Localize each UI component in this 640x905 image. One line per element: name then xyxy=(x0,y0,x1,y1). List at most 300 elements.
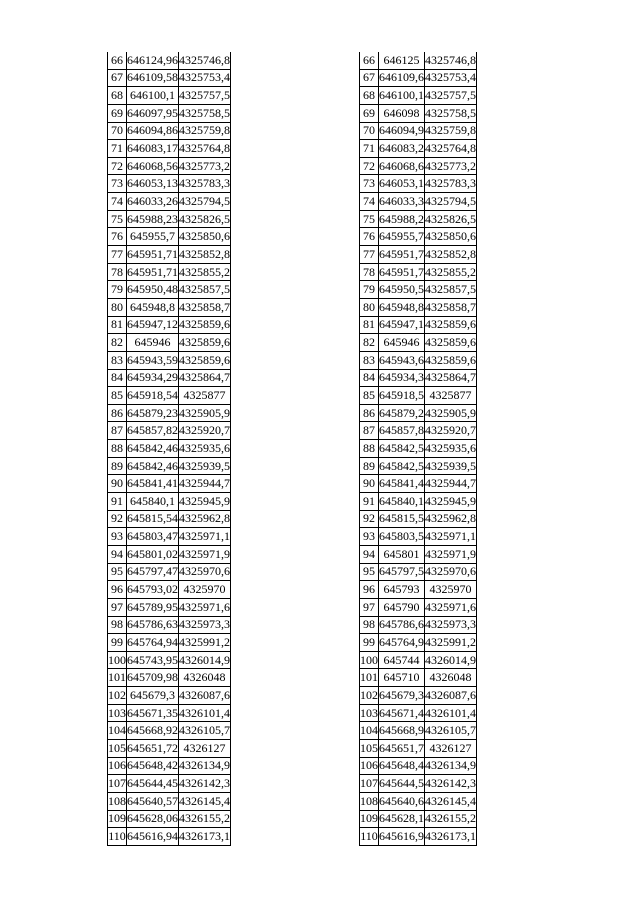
point-number-cell: 90 xyxy=(108,475,127,493)
point-number-cell: 78 xyxy=(108,263,127,281)
x-coordinate-cell: 645648,42 xyxy=(127,757,179,775)
point-number-cell: 97 xyxy=(360,598,379,616)
y-coordinate-cell: 4325944,7 xyxy=(425,475,477,493)
x-coordinate-cell: 646033,3 xyxy=(379,193,425,211)
y-coordinate-cell: 4325905,9 xyxy=(179,404,231,422)
table-row xyxy=(360,351,477,369)
y-coordinate-cell: 4326048 xyxy=(179,669,231,687)
point-number-cell: 80 xyxy=(360,298,379,316)
table-row xyxy=(360,475,477,493)
x-coordinate-cell: 645842,5 xyxy=(379,440,425,458)
point-number-cell: 85 xyxy=(360,387,379,405)
table-row xyxy=(108,122,231,140)
table-row xyxy=(108,263,231,281)
point-number-cell: 71 xyxy=(360,140,379,158)
table-row xyxy=(108,510,231,528)
point-number-cell: 81 xyxy=(360,316,379,334)
table-row xyxy=(360,634,477,652)
point-number-cell: 85 xyxy=(108,387,127,405)
y-coordinate-cell: 4325759,8 xyxy=(179,122,231,140)
table-row xyxy=(108,651,231,669)
table-row xyxy=(108,739,231,757)
point-number-cell: 104 xyxy=(360,722,379,740)
y-coordinate-cell: 4325857,5 xyxy=(179,281,231,299)
x-coordinate-cell: 645947,1 xyxy=(379,316,425,334)
x-coordinate-cell: 645943,59 xyxy=(127,351,179,369)
x-coordinate-cell: 646094,9 xyxy=(379,122,425,140)
table-row xyxy=(360,69,477,87)
point-number-cell: 72 xyxy=(360,157,379,175)
point-number-cell: 105 xyxy=(108,739,127,757)
point-number-cell: 102 xyxy=(108,687,127,705)
x-coordinate-cell: 646097,95 xyxy=(127,104,179,122)
y-coordinate-cell: 4325764,8 xyxy=(179,140,231,158)
table-row xyxy=(360,687,477,705)
table-row xyxy=(360,598,477,616)
x-coordinate-cell: 645764,9 xyxy=(379,634,425,652)
y-coordinate-cell: 4326173,1 xyxy=(179,828,231,846)
table-row xyxy=(108,298,231,316)
table-row xyxy=(108,581,231,599)
point-number-cell: 69 xyxy=(360,104,379,122)
y-coordinate-cell: 4325826,5 xyxy=(425,210,477,228)
point-number-cell: 100 xyxy=(360,651,379,669)
table-row xyxy=(360,792,477,810)
x-coordinate-cell: 645918,54 xyxy=(127,387,179,405)
table-row xyxy=(108,228,231,246)
x-coordinate-cell: 645803,47 xyxy=(127,528,179,546)
table-row xyxy=(360,722,477,740)
x-coordinate-cell: 645640,57 xyxy=(127,792,179,810)
x-coordinate-cell: 645793 xyxy=(379,581,425,599)
point-number-cell: 104 xyxy=(108,722,127,740)
table-row xyxy=(108,775,231,793)
x-coordinate-cell: 645934,29 xyxy=(127,369,179,387)
y-coordinate-cell: 4325971,1 xyxy=(179,528,231,546)
x-coordinate-cell: 645879,23 xyxy=(127,404,179,422)
y-coordinate-cell: 4325858,7 xyxy=(179,298,231,316)
point-number-cell: 95 xyxy=(108,563,127,581)
y-coordinate-cell: 4325971,6 xyxy=(425,598,477,616)
y-coordinate-cell: 4325973,3 xyxy=(425,616,477,634)
table-row xyxy=(360,140,477,158)
point-number-cell: 92 xyxy=(360,510,379,528)
y-coordinate-cell: 4325855,2 xyxy=(425,263,477,281)
y-coordinate-cell: 4325935,6 xyxy=(425,440,477,458)
x-coordinate-cell: 645815,5 xyxy=(379,510,425,528)
point-number-cell: 102 xyxy=(360,687,379,705)
table-row xyxy=(360,404,477,422)
point-number-cell: 77 xyxy=(360,246,379,264)
table-row xyxy=(360,87,477,105)
table-row xyxy=(108,87,231,105)
x-coordinate-cell: 645988,2 xyxy=(379,210,425,228)
table-row xyxy=(360,157,477,175)
x-coordinate-cell: 645644,5 xyxy=(379,775,425,793)
point-number-cell: 98 xyxy=(108,616,127,634)
x-coordinate-cell: 646100,1 xyxy=(127,87,179,105)
x-coordinate-cell: 645801,02 xyxy=(127,545,179,563)
x-coordinate-cell: 645651,72 xyxy=(127,739,179,757)
point-number-cell: 103 xyxy=(360,704,379,722)
point-number-cell: 92 xyxy=(108,510,127,528)
x-coordinate-cell: 645841,4 xyxy=(379,475,425,493)
x-coordinate-cell: 645948,8 xyxy=(379,298,425,316)
y-coordinate-cell: 4325920,7 xyxy=(179,422,231,440)
x-coordinate-cell: 645946 xyxy=(127,334,179,352)
point-number-cell: 76 xyxy=(108,228,127,246)
y-coordinate-cell: 4326134,9 xyxy=(425,757,477,775)
point-number-cell: 89 xyxy=(360,457,379,475)
x-coordinate-cell: 645988,23 xyxy=(127,210,179,228)
table-row xyxy=(360,281,477,299)
table-row xyxy=(360,528,477,546)
table-row xyxy=(360,193,477,211)
x-coordinate-cell: 645640,6 xyxy=(379,792,425,810)
table-row xyxy=(360,122,477,140)
x-coordinate-cell: 646053,13 xyxy=(127,175,179,193)
x-coordinate-cell: 645842,5 xyxy=(379,457,425,475)
point-number-cell: 77 xyxy=(108,246,127,264)
y-coordinate-cell: 4325970 xyxy=(425,581,477,599)
point-number-cell: 68 xyxy=(108,87,127,105)
x-coordinate-cell: 645710 xyxy=(379,669,425,687)
point-number-cell: 88 xyxy=(360,440,379,458)
table-row xyxy=(108,334,231,352)
x-coordinate-cell: 646094,86 xyxy=(127,122,179,140)
table-row xyxy=(108,69,231,87)
x-coordinate-cell: 645797,5 xyxy=(379,563,425,581)
table-row xyxy=(108,140,231,158)
point-number-cell: 107 xyxy=(360,775,379,793)
y-coordinate-cell: 4325794,5 xyxy=(179,193,231,211)
point-number-cell: 100 xyxy=(108,651,127,669)
x-coordinate-cell: 645842,46 xyxy=(127,440,179,458)
x-coordinate-cell: 646068,6 xyxy=(379,157,425,175)
x-coordinate-cell: 645918,5 xyxy=(379,387,425,405)
table-row xyxy=(108,828,231,846)
point-number-cell: 67 xyxy=(360,69,379,87)
table-row xyxy=(360,298,477,316)
table-row xyxy=(108,404,231,422)
x-coordinate-cell: 645857,8 xyxy=(379,422,425,440)
point-number-cell: 66 xyxy=(108,52,127,69)
y-coordinate-cell: 4325991,2 xyxy=(179,634,231,652)
left-table-body xyxy=(108,52,231,845)
table-row xyxy=(360,228,477,246)
y-coordinate-cell: 4326142,3 xyxy=(179,775,231,793)
point-number-cell: 93 xyxy=(108,528,127,546)
point-number-cell: 81 xyxy=(108,316,127,334)
point-number-cell: 87 xyxy=(360,422,379,440)
x-coordinate-cell: 646068,56 xyxy=(127,157,179,175)
y-coordinate-cell: 4325753,4 xyxy=(179,69,231,87)
point-number-cell: 95 xyxy=(360,563,379,581)
point-number-cell: 94 xyxy=(108,545,127,563)
table-row xyxy=(108,687,231,705)
table-row xyxy=(360,334,477,352)
y-coordinate-cell: 4325758,5 xyxy=(179,104,231,122)
table-row xyxy=(360,104,477,122)
x-coordinate-cell: 645671,4 xyxy=(379,704,425,722)
x-coordinate-cell: 645648,4 xyxy=(379,757,425,775)
point-number-cell: 68 xyxy=(360,87,379,105)
point-number-cell: 80 xyxy=(108,298,127,316)
point-number-cell: 97 xyxy=(108,598,127,616)
x-coordinate-cell: 645801 xyxy=(379,545,425,563)
y-coordinate-cell: 4325746,8 xyxy=(425,52,477,69)
y-coordinate-cell: 4325864,7 xyxy=(179,369,231,387)
table-row xyxy=(360,316,477,334)
table-row xyxy=(360,545,477,563)
point-number-cell: 82 xyxy=(360,334,379,352)
x-coordinate-cell: 645934,3 xyxy=(379,369,425,387)
y-coordinate-cell: 4325864,7 xyxy=(425,369,477,387)
x-coordinate-cell: 645951,7 xyxy=(379,263,425,281)
x-coordinate-cell: 645955,7 xyxy=(127,228,179,246)
point-number-cell: 107 xyxy=(108,775,127,793)
x-coordinate-cell: 645815,54 xyxy=(127,510,179,528)
point-number-cell: 105 xyxy=(360,739,379,757)
table-row xyxy=(360,775,477,793)
point-number-cell: 75 xyxy=(360,210,379,228)
point-number-cell: 106 xyxy=(108,757,127,775)
y-coordinate-cell: 4325859,6 xyxy=(179,316,231,334)
point-number-cell: 84 xyxy=(108,369,127,387)
y-coordinate-cell: 4325971,9 xyxy=(425,545,477,563)
y-coordinate-cell: 4325783,3 xyxy=(179,175,231,193)
y-coordinate-cell: 4325859,6 xyxy=(425,316,477,334)
x-coordinate-cell: 645651,7 xyxy=(379,739,425,757)
left-coordinates-table xyxy=(107,52,231,846)
table-row xyxy=(360,493,477,511)
table-row xyxy=(360,246,477,264)
y-coordinate-cell: 4325859,6 xyxy=(425,351,477,369)
x-coordinate-cell: 645955,7 xyxy=(379,228,425,246)
point-number-cell: 93 xyxy=(360,528,379,546)
y-coordinate-cell: 4325757,5 xyxy=(425,87,477,105)
point-number-cell: 110 xyxy=(108,828,127,846)
x-coordinate-cell: 645947,12 xyxy=(127,316,179,334)
table-row xyxy=(108,351,231,369)
y-coordinate-cell: 4326101,4 xyxy=(425,704,477,722)
x-coordinate-cell: 645950,48 xyxy=(127,281,179,299)
y-coordinate-cell: 4325855,2 xyxy=(179,263,231,281)
point-number-cell: 69 xyxy=(108,104,127,122)
y-coordinate-cell: 4325905,9 xyxy=(425,404,477,422)
y-coordinate-cell: 4325944,7 xyxy=(179,475,231,493)
y-coordinate-cell: 4325783,3 xyxy=(425,175,477,193)
y-coordinate-cell: 4325991,2 xyxy=(425,634,477,652)
point-number-cell: 71 xyxy=(108,140,127,158)
point-number-cell: 110 xyxy=(360,828,379,846)
x-coordinate-cell: 645628,06 xyxy=(127,810,179,828)
y-coordinate-cell: 4325971,6 xyxy=(179,598,231,616)
point-number-cell: 99 xyxy=(108,634,127,652)
y-coordinate-cell: 4326048 xyxy=(425,669,477,687)
x-coordinate-cell: 646083,2 xyxy=(379,140,425,158)
table-row xyxy=(108,493,231,511)
x-coordinate-cell: 645789,95 xyxy=(127,598,179,616)
table-row xyxy=(360,828,477,846)
y-coordinate-cell: 4326155,2 xyxy=(425,810,477,828)
point-number-cell: 87 xyxy=(108,422,127,440)
table-row xyxy=(360,581,477,599)
point-number-cell: 89 xyxy=(108,457,127,475)
point-number-cell: 90 xyxy=(360,475,379,493)
table-row xyxy=(108,104,231,122)
y-coordinate-cell: 4325759,8 xyxy=(425,122,477,140)
y-coordinate-cell: 4326145,4 xyxy=(425,792,477,810)
y-coordinate-cell: 4325773,2 xyxy=(179,157,231,175)
y-coordinate-cell: 4325962,8 xyxy=(179,510,231,528)
table-row xyxy=(108,457,231,475)
table-row xyxy=(108,545,231,563)
point-number-cell: 66 xyxy=(360,52,379,69)
y-coordinate-cell: 4325970,6 xyxy=(425,563,477,581)
table-row xyxy=(360,457,477,475)
y-coordinate-cell: 4325920,7 xyxy=(425,422,477,440)
y-coordinate-cell: 4325773,2 xyxy=(425,157,477,175)
table-row xyxy=(360,669,477,687)
right-coordinates-table xyxy=(359,52,477,846)
x-coordinate-cell: 645786,63 xyxy=(127,616,179,634)
point-number-cell: 106 xyxy=(360,757,379,775)
table-row xyxy=(108,387,231,405)
y-coordinate-cell: 4325753,4 xyxy=(425,69,477,87)
point-number-cell: 70 xyxy=(360,122,379,140)
table-row xyxy=(108,563,231,581)
x-coordinate-cell: 646124,96 xyxy=(127,52,179,69)
table-row xyxy=(360,52,477,69)
point-number-cell: 109 xyxy=(108,810,127,828)
y-coordinate-cell: 4325971,9 xyxy=(179,545,231,563)
x-coordinate-cell: 645946 xyxy=(379,334,425,352)
x-coordinate-cell: 645668,92 xyxy=(127,722,179,740)
x-coordinate-cell: 645644,45 xyxy=(127,775,179,793)
x-coordinate-cell: 645842,46 xyxy=(127,457,179,475)
point-number-cell: 74 xyxy=(360,193,379,211)
y-coordinate-cell: 4325970 xyxy=(179,581,231,599)
table-row xyxy=(360,704,477,722)
point-number-cell: 99 xyxy=(360,634,379,652)
x-coordinate-cell: 646053,1 xyxy=(379,175,425,193)
table-row xyxy=(360,616,477,634)
x-coordinate-cell: 645803,5 xyxy=(379,528,425,546)
point-number-cell: 91 xyxy=(108,493,127,511)
point-number-cell: 82 xyxy=(108,334,127,352)
table-row xyxy=(360,810,477,828)
x-coordinate-cell: 645841,41 xyxy=(127,475,179,493)
table-row xyxy=(360,563,477,581)
y-coordinate-cell: 4325939,5 xyxy=(425,457,477,475)
y-coordinate-cell: 4325852,8 xyxy=(179,246,231,264)
table-row xyxy=(108,704,231,722)
x-coordinate-cell: 645616,9 xyxy=(379,828,425,846)
y-coordinate-cell: 4326145,4 xyxy=(179,792,231,810)
y-coordinate-cell: 4325850,6 xyxy=(425,228,477,246)
point-number-cell: 70 xyxy=(108,122,127,140)
point-number-cell: 84 xyxy=(360,369,379,387)
point-number-cell: 91 xyxy=(360,493,379,511)
y-coordinate-cell: 4325746,8 xyxy=(179,52,231,69)
table-row xyxy=(108,157,231,175)
table-row xyxy=(108,193,231,211)
table-row xyxy=(360,440,477,458)
y-coordinate-cell: 4325859,6 xyxy=(425,334,477,352)
x-coordinate-cell: 645679,3 xyxy=(379,687,425,705)
x-coordinate-cell: 645790 xyxy=(379,598,425,616)
point-number-cell: 86 xyxy=(360,404,379,422)
right-table-body xyxy=(360,52,477,845)
table-row xyxy=(108,246,231,264)
y-coordinate-cell: 4326087,6 xyxy=(425,687,477,705)
table-row xyxy=(108,316,231,334)
y-coordinate-cell: 4326127 xyxy=(179,739,231,757)
x-coordinate-cell: 645743,95 xyxy=(127,651,179,669)
table-row xyxy=(108,528,231,546)
x-coordinate-cell: 645744 xyxy=(379,651,425,669)
y-coordinate-cell: 4326101,4 xyxy=(179,704,231,722)
point-number-cell: 86 xyxy=(108,404,127,422)
y-coordinate-cell: 4326014,9 xyxy=(425,651,477,669)
x-coordinate-cell: 646109,6 xyxy=(379,69,425,87)
x-coordinate-cell: 645764,94 xyxy=(127,634,179,652)
table-row xyxy=(108,440,231,458)
y-coordinate-cell: 4325939,5 xyxy=(179,457,231,475)
x-coordinate-cell: 645793,02 xyxy=(127,581,179,599)
y-coordinate-cell: 4325973,3 xyxy=(179,616,231,634)
point-number-cell: 109 xyxy=(360,810,379,828)
point-number-cell: 96 xyxy=(360,581,379,599)
point-number-cell: 73 xyxy=(360,175,379,193)
point-number-cell: 108 xyxy=(108,792,127,810)
x-coordinate-cell: 645951,7 xyxy=(379,246,425,264)
table-row xyxy=(108,422,231,440)
x-coordinate-cell: 645616,94 xyxy=(127,828,179,846)
x-coordinate-cell: 646125 xyxy=(379,52,425,69)
x-coordinate-cell: 646033,26 xyxy=(127,193,179,211)
y-coordinate-cell: 4325945,9 xyxy=(179,493,231,511)
x-coordinate-cell: 645786,6 xyxy=(379,616,425,634)
table-row xyxy=(360,369,477,387)
table-row xyxy=(108,369,231,387)
point-number-cell: 67 xyxy=(108,69,127,87)
y-coordinate-cell: 4325826,5 xyxy=(179,210,231,228)
point-number-cell: 73 xyxy=(108,175,127,193)
y-coordinate-cell: 4326173,1 xyxy=(425,828,477,846)
table-row xyxy=(108,757,231,775)
point-number-cell: 79 xyxy=(108,281,127,299)
table-row xyxy=(108,810,231,828)
y-coordinate-cell: 4325859,6 xyxy=(179,334,231,352)
x-coordinate-cell: 646083,17 xyxy=(127,140,179,158)
y-coordinate-cell: 4325970,6 xyxy=(179,563,231,581)
y-coordinate-cell: 4325850,6 xyxy=(179,228,231,246)
x-coordinate-cell: 645840,1 xyxy=(379,493,425,511)
point-number-cell: 76 xyxy=(360,228,379,246)
y-coordinate-cell: 4325852,8 xyxy=(425,246,477,264)
x-coordinate-cell: 645950,5 xyxy=(379,281,425,299)
y-coordinate-cell: 4326134,9 xyxy=(179,757,231,775)
y-coordinate-cell: 4325945,9 xyxy=(425,493,477,511)
y-coordinate-cell: 4326014,9 xyxy=(179,651,231,669)
x-coordinate-cell: 645628,1 xyxy=(379,810,425,828)
point-number-cell: 88 xyxy=(108,440,127,458)
y-coordinate-cell: 4325859,6 xyxy=(179,351,231,369)
table-row xyxy=(360,739,477,757)
table-row xyxy=(108,175,231,193)
